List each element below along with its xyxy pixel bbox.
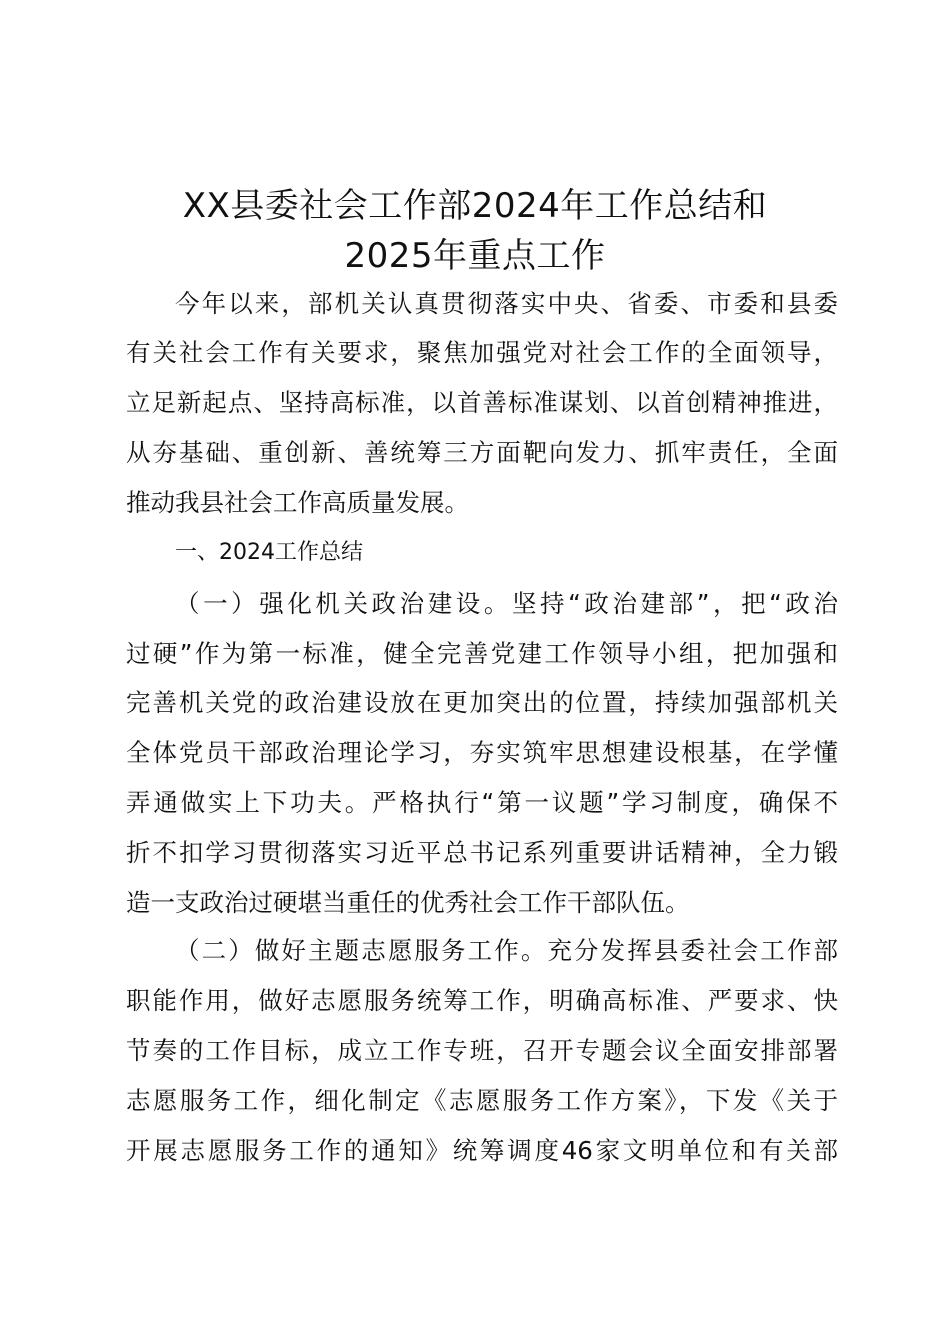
intro-line: 今年以来，部机关认真贯彻落实中央、省委、市委和县委 xyxy=(175,289,838,318)
paragraph-line: 弄通做实上下功夫。严格执行“第一议题”学习制度，确保不 xyxy=(126,788,838,817)
section-heading: 一、2024工作总结 xyxy=(175,540,363,565)
paragraph-line: 志愿服务工作，细化制定《志愿服务工作方案》，下发《关于 xyxy=(126,1086,838,1115)
document-title-line-2: 2025年重点工作 xyxy=(344,236,606,276)
intro-line: 推动我县社会工作高质量发展。 xyxy=(126,488,469,517)
intro-line: 立足新起点、坚持高标准，以首善标准谋划、以首创精神推进， xyxy=(126,388,838,417)
paragraph-line: 节奏的工作目标，成立工作专班，召开专题会议全面安排部署 xyxy=(126,1036,838,1065)
paragraph-line: 折不扣学习贯彻落实习近平总书记系列重要讲话精神，全力锻 xyxy=(126,838,838,867)
intro-line: 有关社会工作有关要求，聚焦加强党对社会工作的全面领导， xyxy=(126,338,838,367)
paragraph-line: 完善机关党的政治建设放在更加突出的位置，持续加强部机关 xyxy=(126,688,838,717)
paragraph-line: 造一支政治过硬堪当重任的优秀社会工作干部队伍。 xyxy=(126,888,690,917)
paragraph-line: 过硬”作为第一标准，健全完善党建工作领导小组，把加强和 xyxy=(126,639,838,668)
paragraph-line: 开展志愿服务工作的通知》统筹调度46家文明单位和有关部 xyxy=(126,1136,838,1165)
intro-line: 从夯基础、重创新、善统筹三方面靶向发力、抓牢责任，全面 xyxy=(126,438,838,467)
document-title-line-1: XX县委社会工作部2024年工作总结和 xyxy=(182,186,768,226)
paragraph-line: 全体党员干部政治理论学习，夯实筑牢思想建设根基，在学懂 xyxy=(126,738,838,767)
paragraph-line: （一）强化机关政治建设。坚持“政治建部”，把“政治 xyxy=(175,589,838,618)
paragraph-line: （二）做好主题志愿服务工作。充分发挥县委社会工作部 xyxy=(175,936,838,965)
paragraph-line: 职能作用，做好志愿服务统筹工作，明确高标准、严要求、快 xyxy=(126,986,838,1015)
